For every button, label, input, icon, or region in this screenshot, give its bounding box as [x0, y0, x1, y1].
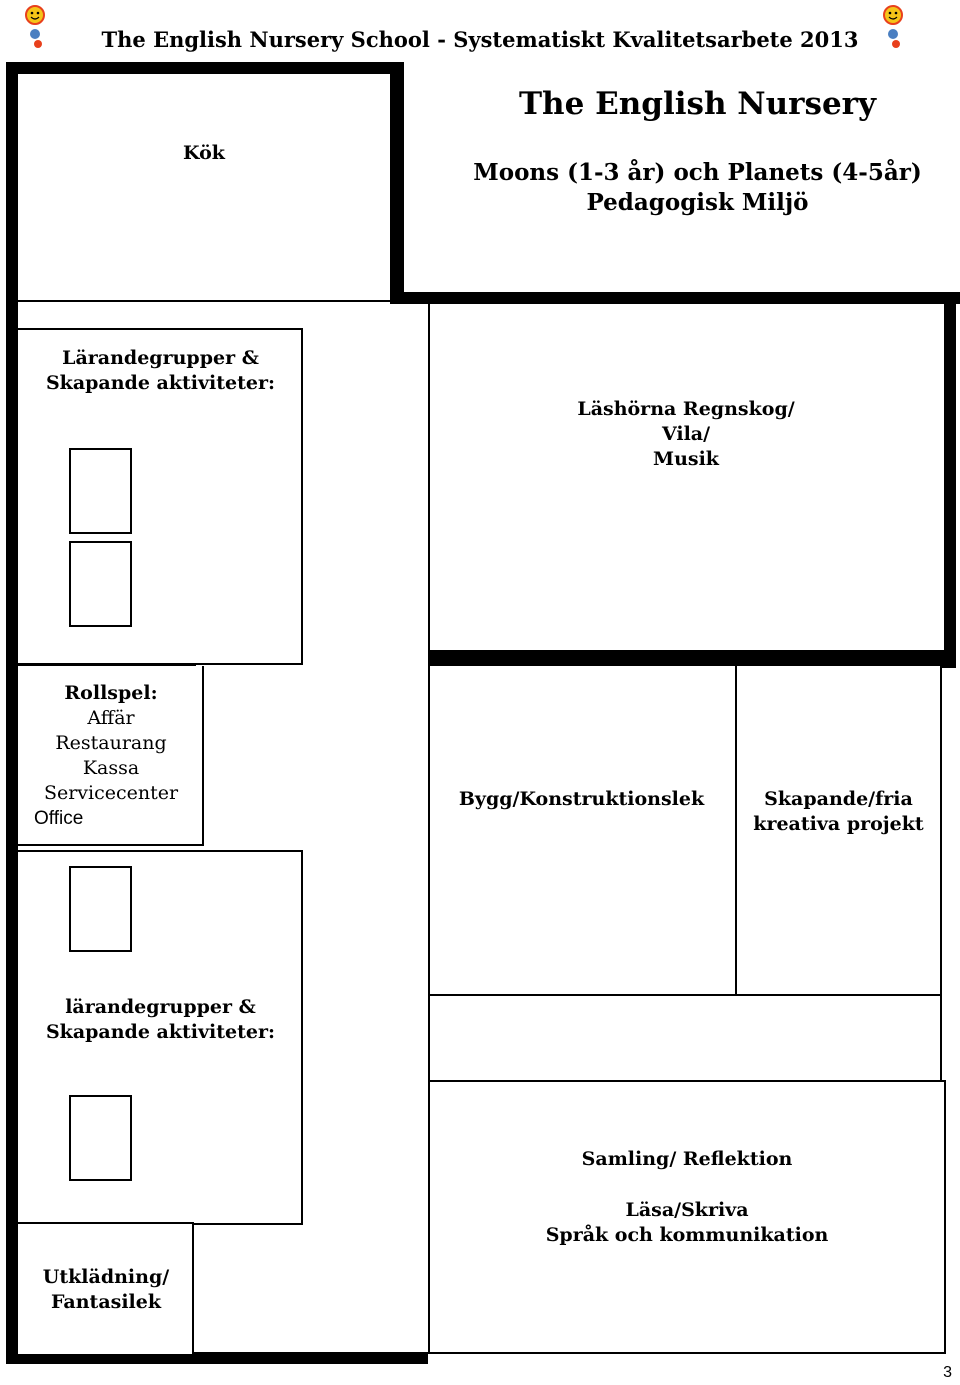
table-4	[69, 1095, 132, 1181]
label-larandegrupper-bottom-line2: Skapande aktiviteter:	[45, 1021, 276, 1043]
plan-subtitle-line1: Moons (1-3 år) och Planets (4-5år)	[473, 159, 922, 186]
plan-subtitle	[430, 158, 960, 218]
label-skapande-fria	[735, 787, 942, 837]
label-utkladning	[18, 1265, 194, 1315]
label-lasa-line1: Läsa/Skriva	[625, 1199, 749, 1221]
wall-right	[942, 292, 956, 668]
plan-subtitle-line2: Pedagogisk Miljö	[586, 189, 809, 216]
wall-top-left	[6, 62, 402, 74]
label-skapande-fria-line1: Skapande/fria	[764, 788, 913, 810]
label-rollspel-item-restaurang: Restaurang	[55, 732, 167, 754]
label-rollspel-item-servicecenter: Servicecenter	[43, 782, 179, 804]
label-utkladning-line1: Utklädning/	[42, 1266, 170, 1288]
label-lasa	[428, 1198, 946, 1248]
wall-kok-right	[390, 62, 404, 304]
label-lashorna	[428, 397, 944, 472]
label-rollspel	[18, 681, 204, 831]
label-lashorna-line1: Läshörna Regnskog/	[577, 398, 795, 420]
table-2	[69, 541, 132, 627]
room-kok-floor	[18, 74, 390, 302]
label-rollspel-office: Office	[34, 808, 84, 829]
label-utkladning-line2: Fantasilek	[50, 1291, 162, 1313]
label-lashorna-line3: Musik	[653, 448, 719, 470]
label-bygg: Bygg/Konstruktionslek	[458, 788, 705, 810]
wall-left	[6, 62, 18, 1364]
page-number: 3	[943, 1364, 952, 1381]
label-rollspel-item-kassa: Kassa	[82, 757, 140, 779]
label-larandegrupper-top-line1: Lärandegrupper &	[62, 347, 259, 369]
label-larandegrupper-bottom-line1: lärandegrupper &	[65, 996, 256, 1018]
table-3	[69, 866, 132, 952]
label-samling: Samling/ Reflektion	[581, 1148, 793, 1170]
room-bygg	[428, 666, 737, 996]
label-larandegrupper-bottom	[18, 995, 303, 1045]
label-kok: Kök	[183, 142, 225, 164]
label-larandegrupper-top	[18, 346, 303, 396]
room-lashorna	[428, 304, 944, 652]
label-lashorna-line2: Vila/	[661, 423, 711, 445]
plan-title: The English Nursery	[518, 86, 877, 122]
label-skapande-fria-line2: kreativa projekt	[753, 813, 924, 835]
wall-mid-right	[428, 650, 956, 666]
label-larandegrupper-top-line2: Skapande aktiviteter:	[45, 372, 276, 394]
room-corridor-strip	[428, 994, 942, 1082]
header-title: The English Nursery School - Systematiskt Kvalitetsarbete 2013	[101, 27, 859, 52]
label-lasa-line2: Språk och kommunikation	[545, 1224, 829, 1246]
label-rollspel-title: Rollspel:	[64, 682, 158, 704]
wall-top-right	[390, 292, 960, 304]
table-1	[69, 448, 132, 534]
label-rollspel-item-affar: Affär	[87, 707, 135, 729]
